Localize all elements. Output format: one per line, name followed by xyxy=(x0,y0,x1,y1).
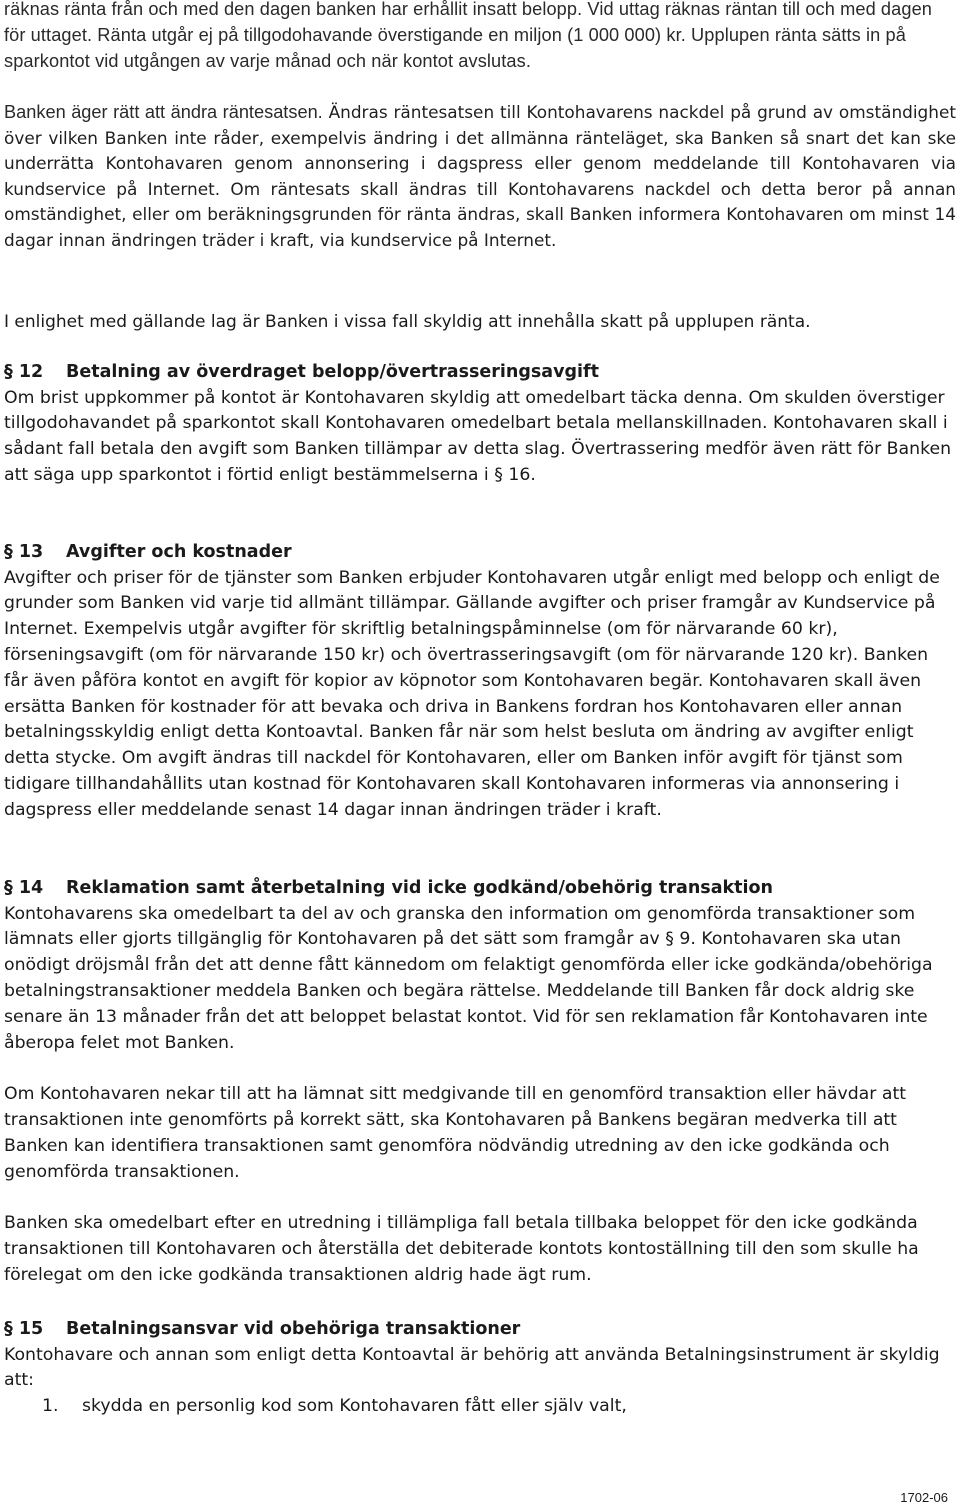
section-paragraph: Om brist uppkommer på kontot är Kontohavaren skyldig att omedelbart täcka denna. Om skulden överstiger tillgodohavandet på sparkontot skall Kontohavaren omedelbart betala mellanskillnaden. Kontohavaren skall i sådant fall betala den avgift som Banken tillämpar av detta slag. Övertrassering medför även rätt för Banken att säga upp sparkontot i förtid enligt bestämmelserna i § 16. xyxy=(4,387,952,485)
page-footer-code: 1702-06 xyxy=(900,1490,948,1505)
section-heading xyxy=(4,1317,956,1343)
section-heading xyxy=(4,876,956,902)
intro-paragraph-interest: räknas ränta från och med den dagen banken har erhållit insatt belopp. Vid uttag räknas räntan till och med dagen för uttaget. Ränta utgår ej på tillgodohavande överstigande en miljon (1 000 000) kr. Upplupen ränta sätts in på sparkontot vid utgången av varje månad och när kontot avslutas. xyxy=(4,0,933,71)
list-item-text: skydda en personlig kod som Kontohavaren fått eller själv valt, xyxy=(82,1396,627,1417)
intro-rate-change-rest: Ändras räntesatsen till Kontohavarens nackdel på grund av omständighet över vilken Banken inte råder, exempelvis ändring i det allmänna ränteläget, ska Banken så snart det kan ske underrätta Kontohavaren genom annonsering i dagspress eller genom meddelande till Kontohavaren via kundservice på Internet. Om räntesats skall ändras till Kontohavarens nackdel och detta beror på annan omständighet, eller om beräkningsgrunden för ränta ändras, skall Banken informera Kontohavaren om minst 14 dagar innan ändringen träder i kraft, via kundservice på Internet. xyxy=(4,102,956,250)
section-paragraph: Kontohavare och annan som enligt detta Kontoavtal är behörig att använda Betalningsinstrument är skyldig att: xyxy=(4,1344,940,1391)
section-14 xyxy=(4,876,956,1289)
section-paragraph: Avgifter och priser för de tjänster som Banken erbjuder Kontohavaren utgår enligt med belopp och enligt de grunder som Banken vid varje tid allmänt tillämpar. Gällande avgifter och priser framgår av Kundservice på Internet. Exempelvis utgår avgifter för skriftlig betalningspåminnelse (om för närvarande 60 kr), förseningsavgift (om för närvarande 150 kr) och övertrasseringsavgift (om för närvarande 120 kr). Banken får även påföra kontot en avgift för kopior av köpnotor som Kontohavaren begär. Kontohavaren skall även ersätta Banken för kostnader för att bevaka och driva in Bankens fordran hos Kontohavaren eller annan betalningsskyldig enligt detta Kontoavtal. Banken får när som helst besluta om ändring av avgifter enligt detta stycke. Om avgift ändras till nackdel för Kontohavaren, eller om Banken inför avgift för tjänst som tidigare tillhandahållits utan kostnad för Kontohavaren skall Kontohavaren informeras via annonsering i dagspress eller meddelande senast 14 dagar innan ändringen träder i kraft. xyxy=(4,567,940,820)
intro-rate-change-lead: Banken äger rätt att ändra räntesatsen. xyxy=(4,102,323,122)
section-15 xyxy=(4,1317,956,1420)
section-number: § 15 xyxy=(4,1319,44,1339)
section-paragraph: Om Kontohavaren nekar till att ha lämnat sitt medgivande till en genomförd transaktion eller hävdar att transaktionen inte genomförts på korrekt sätt, ska Kontohavaren på Bankens begäran medverka till att Banken kan identifiera transaktionen samt genomföra nödvändig utredning av den icke godkända och genomförda transaktionen. xyxy=(4,1084,906,1182)
section-title: Betalning av överdraget belopp/övertrasseringsavgift xyxy=(66,362,600,382)
paragraph-gap xyxy=(4,1185,956,1211)
list-item xyxy=(4,1394,956,1420)
paragraph-gap xyxy=(4,1056,956,1082)
section-paragraph: Kontohavarens ska omedelbart ta del av och granska den information om genomförda transaktioner som lämnats eller gjorts tillgänglig för Kontohavaren på det sätt som framgår av § 9. Kontohavaren ska utan onödigt dröjsmål från det att denne fått kännedom om felaktigt genomförda eller icke godkända/obehöriga betalningstransaktioner meddela Banken och begära rättelse. Meddelande till Banken får dock aldrig ske senare än 13 månader från det att beloppet belastat kontot. Vid för sen reklamation får Kontohavaren inte åberopa felet mot Banken. xyxy=(4,903,933,1053)
list-item-marker: 1. xyxy=(42,1396,59,1417)
section-number: § 12 xyxy=(4,362,44,382)
section-title: Reklamation samt återbetalning vid icke godkänd/obehörig transaktion xyxy=(66,878,774,898)
section-heading xyxy=(4,540,956,566)
section-title: Avgifter och kostnader xyxy=(66,542,292,562)
section-title: Betalningsansvar vid obehöriga transaktioner xyxy=(66,1319,521,1339)
section-13 xyxy=(4,540,956,824)
section-heading xyxy=(4,360,956,386)
section-paragraph: Banken ska omedelbart efter en utredning i tillämpliga fall betala tillbaka beloppet för den icke godkända transaktionen till Kontohavaren och återställa det debiterade kontots kontoställning till den som skulle ha förelegat om den icke godkända transaktionen aldrig hade ägt rum. xyxy=(4,1213,919,1285)
section-12 xyxy=(4,360,956,489)
intro-paragraph-tax: I enlighet med gällande lag är Banken i vissa fall skyldig att innehålla skatt på upplupen ränta. xyxy=(4,312,811,332)
intro-paragraph-rate-change xyxy=(4,100,956,254)
section-number: § 13 xyxy=(4,542,44,562)
section-number: § 14 xyxy=(4,878,44,898)
